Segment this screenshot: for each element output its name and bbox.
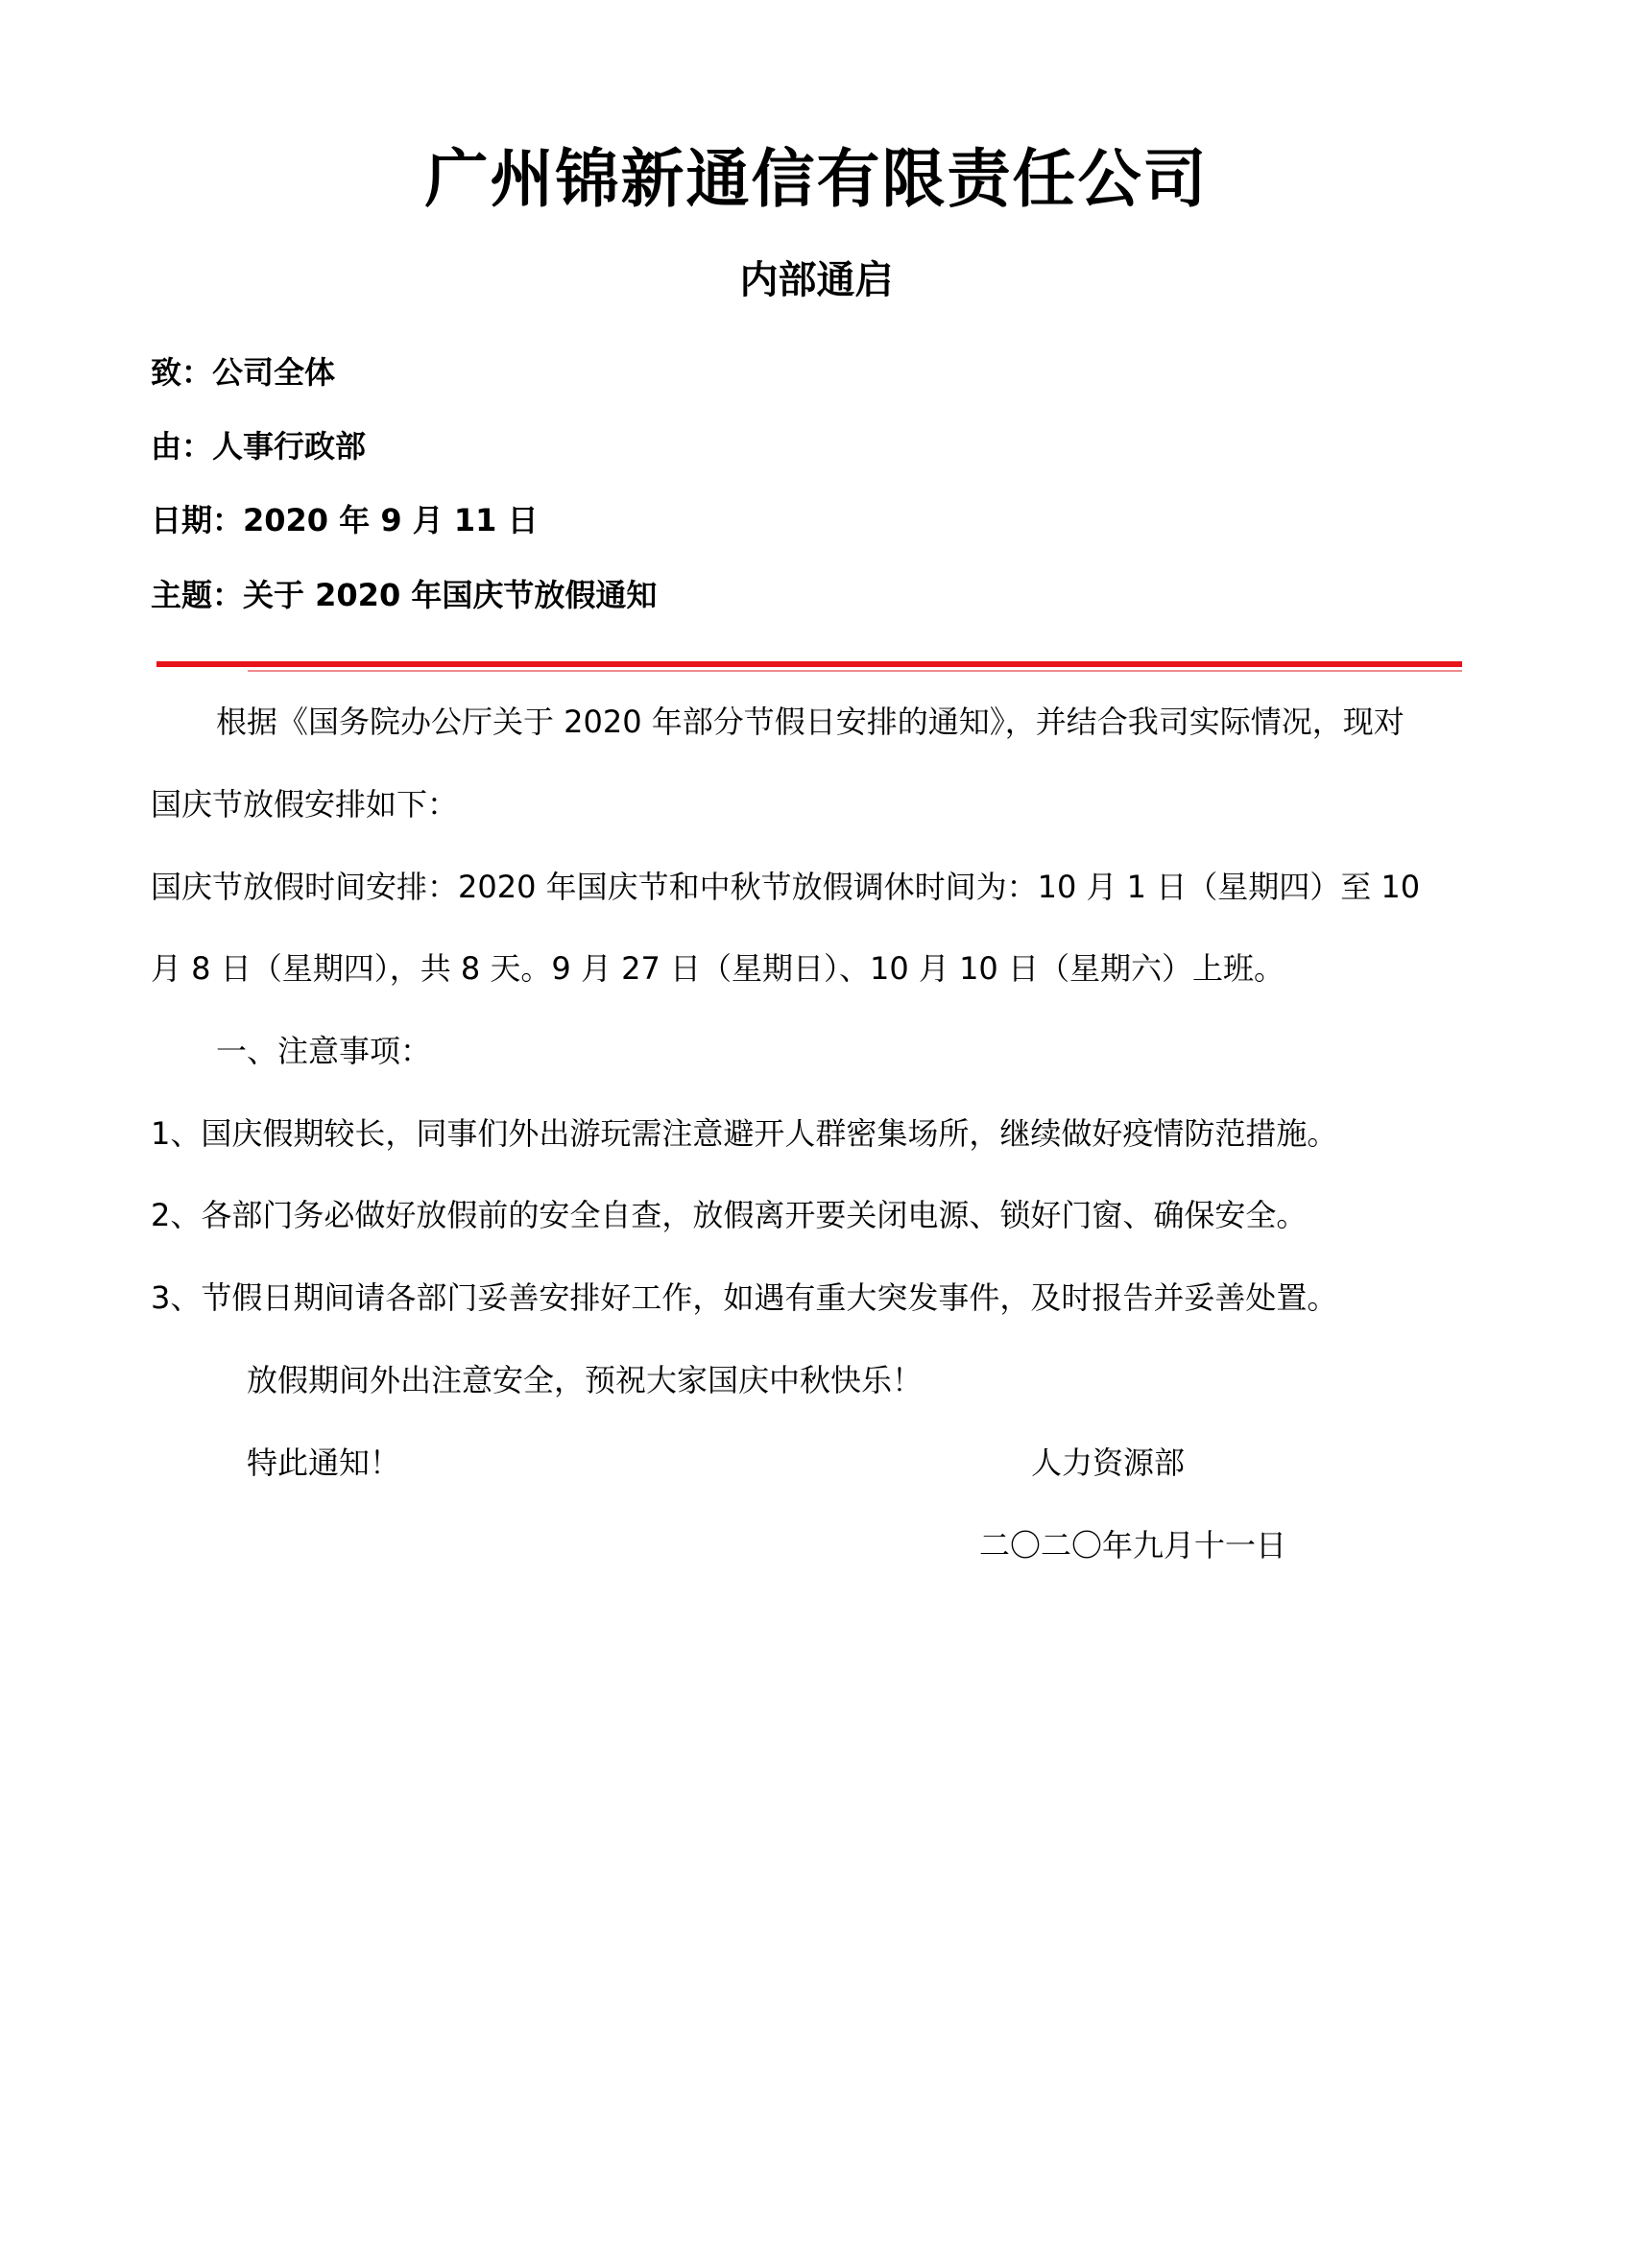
note-item-2: 2、各部门务必做好放假前的安全自查，放假离开要关闭电源、锁好门窗、确保安全。 bbox=[151, 1197, 1308, 1233]
red-divider bbox=[156, 661, 1462, 667]
date-line: 日期：2020 年 9 月 11 日 bbox=[151, 502, 539, 538]
note-item-1: 1、国庆假期较长，同事们外出游玩需注意避开人群密集场所，继续做好疫情防范措施。 bbox=[151, 1115, 1338, 1152]
schedule-line-2: 月 8 日（星期四），共 8 天。9 月 27 日（星期日）、10 月 10 日（星期六）上班。 bbox=[151, 950, 1285, 987]
intro-paragraph-line-1: 根据《国务院办公厅关于 2020 年部分节假日安排的通知》，并结合我司实际情况，现对 bbox=[216, 704, 1405, 740]
intro-paragraph-line-2: 国庆节放假安排如下： bbox=[151, 786, 459, 823]
signature-department: 人力资源部 bbox=[1031, 1444, 1186, 1481]
recipient-line: 致：公司全体 bbox=[151, 354, 336, 391]
closing-statement: 特此通知！ bbox=[247, 1444, 401, 1481]
company-title: 广州锦新通信有限责任公司 bbox=[424, 142, 1209, 216]
signature-date: 二〇二〇年九月十一日 bbox=[979, 1527, 1287, 1564]
notes-heading: 一、注意事项： bbox=[216, 1033, 432, 1069]
red-divider-thin bbox=[248, 670, 1462, 672]
closing-wish: 放假期间外出注意安全，预祝大家国庆中秋快乐！ bbox=[247, 1362, 924, 1398]
document-type: 内部通启 bbox=[739, 258, 894, 302]
subject-line: 主题：关于 2020 年国庆节放假通知 bbox=[151, 577, 658, 613]
schedule-line-1: 国庆节放假时间安排：2020 年国庆节和中秋节放假调休时间为：10 月 1 日（星期四）至 10 bbox=[151, 869, 1421, 905]
note-item-3: 3、节假日期间请各部门妥善安排好工作，如遇有重大突发事件，及时报告并妥善处置。 bbox=[151, 1279, 1338, 1316]
sender-line: 由：人事行政部 bbox=[151, 428, 367, 465]
